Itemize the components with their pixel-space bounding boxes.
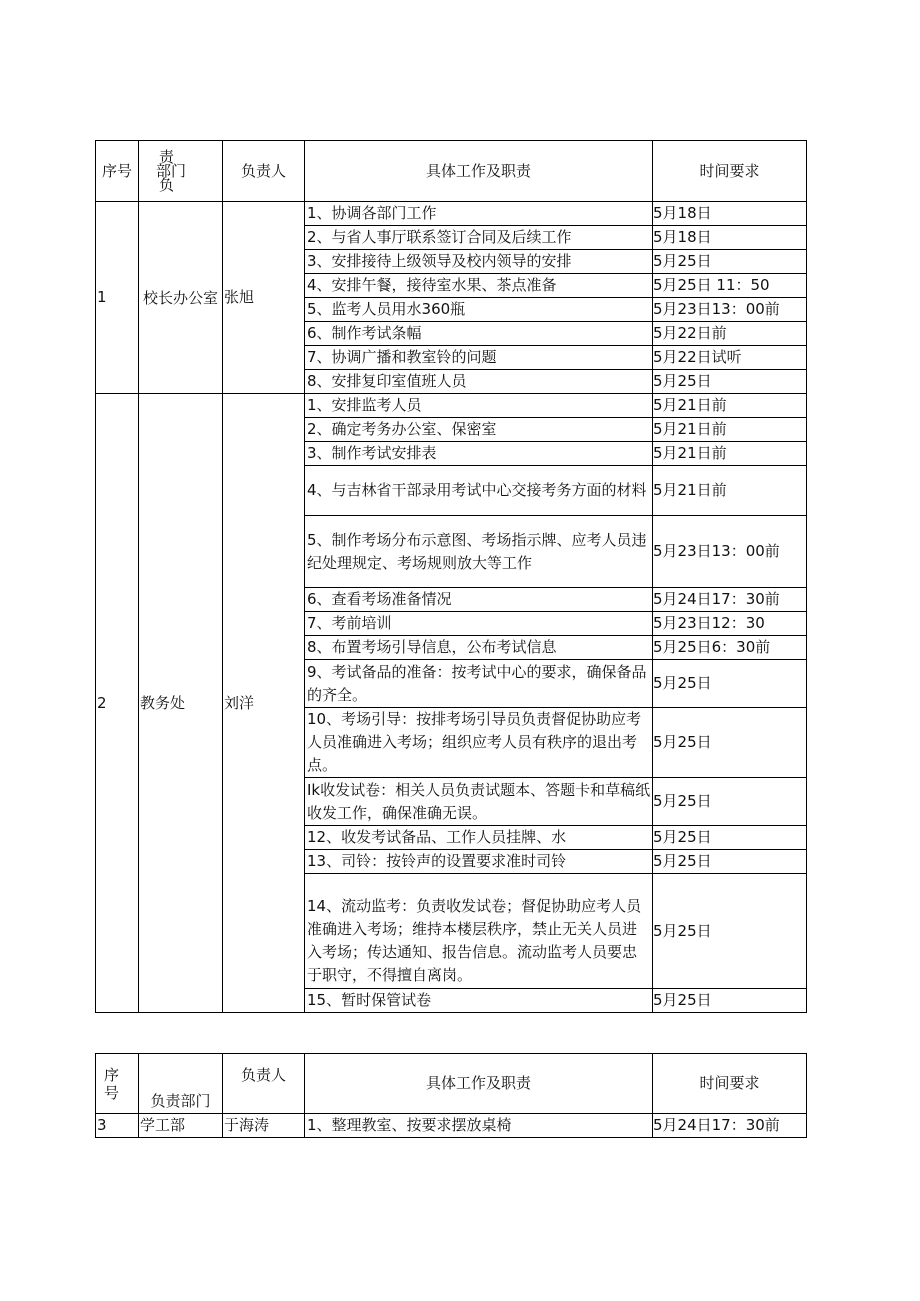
time-cell: 5月22日试听 [653, 346, 807, 370]
time-cell: 5月21日前 [653, 394, 807, 418]
time-cell: 5月25日 [653, 850, 807, 874]
header-no: 序号 [96, 141, 139, 202]
time-cell: 5月25日 [653, 708, 807, 778]
task-cell: 2、与省人事厅联系签订合同及后续工作 [305, 226, 653, 250]
time-cell: 5月21日前 [653, 466, 807, 516]
task-cell: 5、制作考场分布示意图、考场指示牌、应考人员违纪处理规定、考场规则放大等工作 [305, 516, 653, 588]
task-cell: 1、协调各部门工作 [305, 202, 653, 226]
table-row [96, 1114, 807, 1138]
task-cell: 15、暂时保管试卷 [305, 989, 653, 1013]
task-cell: 3、安排接待上级领导及校内领导的安排 [305, 250, 653, 274]
task-cell: 9、考试备品的准备：按考试中心的要求，确保备品的齐全。 [305, 660, 653, 708]
header-dept: 负责部门 [139, 1054, 223, 1114]
time-cell: 5月24日17：30前 [653, 1114, 807, 1138]
time-cell: 5月24日17：30前 [653, 588, 807, 612]
task-cell: 12、收发考试备品、工作人员挂牌、水 [305, 826, 653, 850]
header-dept-line: 责 [159, 148, 175, 166]
header-no [96, 1054, 139, 1114]
group-person: 张旭 [223, 202, 305, 394]
header-no-line: 号 [104, 1083, 120, 1102]
time-cell: 5月23日13：00前 [653, 298, 807, 322]
header-row [96, 1054, 807, 1114]
task-cell: 7、协调广播和教室铃的问题 [305, 346, 653, 370]
header-work: 具体工作及职责 [305, 141, 653, 202]
task-cell: 1、安排监考人员 [305, 394, 653, 418]
time-cell: 5月25日 11：50 [653, 274, 807, 298]
duty-table-2 [95, 1053, 807, 1138]
task-cell: 8、安排复印室值班人员 [305, 370, 653, 394]
group-dept: 学工部 [139, 1114, 223, 1138]
time-cell: 5月25日6：30前 [653, 636, 807, 660]
header-no-line: 序 [104, 1065, 120, 1084]
task-cell: 2、确定考务办公室、保密室 [305, 418, 653, 442]
task-cell: 4、安排午餐，接待室水果、茶点准备 [305, 274, 653, 298]
task-cell: 1、整理教室、按要求摆放桌椅 [305, 1114, 653, 1138]
task-cell: 13、司铃：按铃声的设置要求准时司铃 [305, 850, 653, 874]
header-time: 时间要求 [653, 1054, 807, 1114]
header-person: 负责人 [223, 141, 305, 202]
task-cell: 6、查看考场准备情况 [305, 588, 653, 612]
time-cell: 5月25日 [653, 660, 807, 708]
time-cell: 5月25日 [653, 370, 807, 394]
time-cell: 5月25日 [653, 250, 807, 274]
task-cell: 14、流动监考：负责收发试卷；督促协助应考人员准确进入考场；维持本楼层秩序，禁止无关人员进入考场；传达通知、报告信息。流动监考人员要忠于职守，不得擅自离岗。 [305, 874, 653, 989]
group-no: 3 [96, 1114, 139, 1138]
task-cell: 7、考前培训 [305, 612, 653, 636]
group-person: 刘洋 [223, 394, 305, 1013]
group-no: 2 [96, 394, 139, 1013]
group-dept: 校长办公室 [139, 202, 223, 394]
time-cell: 5月25日 [653, 989, 807, 1013]
header-row [96, 141, 807, 202]
time-cell: 5月25日 [653, 874, 807, 989]
task-cell: 6、制作考试条幅 [305, 322, 653, 346]
table-row [96, 202, 807, 226]
header-time: 时间要求 [653, 141, 807, 202]
duty-table-1 [95, 140, 807, 1013]
time-cell: 5月25日 [653, 826, 807, 850]
time-cell: 5月21日前 [653, 418, 807, 442]
task-cell: 8、布置考场引导信息，公布考试信息 [305, 636, 653, 660]
time-cell: 5月25日 [653, 778, 807, 826]
header-work: 具体工作及职责 [305, 1054, 653, 1114]
time-cell: 5月21日前 [653, 442, 807, 466]
header-dept [139, 141, 223, 202]
group-no: 1 [96, 202, 139, 394]
time-cell: 5月18日 [653, 226, 807, 250]
task-cell: 10、考场引导：按排考场引导员负责督促协助应考人员准确进入考场；组织应考人员有秩序的退出考点。 [305, 708, 653, 778]
time-cell: 5月18日 [653, 202, 807, 226]
time-cell: 5月22日前 [653, 322, 807, 346]
header-dept-line: 部门 [156, 162, 187, 180]
group-person: 于海涛 [223, 1114, 305, 1138]
header-person: 负责人 [223, 1054, 305, 1114]
task-cell: 3、制作考试安排表 [305, 442, 653, 466]
table-row [96, 394, 807, 418]
group-dept: 教务处 [139, 394, 223, 1013]
header-dept-line: 负 [159, 176, 175, 194]
task-cell: 4、与吉林省干部录用考试中心交接考务方面的材料 [305, 466, 653, 516]
task-cell: 5、监考人员用水360瓶 [305, 298, 653, 322]
time-cell: 5月23日13：00前 [653, 516, 807, 588]
time-cell: 5月23日12：30 [653, 612, 807, 636]
task-cell: Ik收发试卷：相关人员负责试题本、答题卡和草稿纸收发工作，确保准确无误。 [305, 778, 653, 826]
